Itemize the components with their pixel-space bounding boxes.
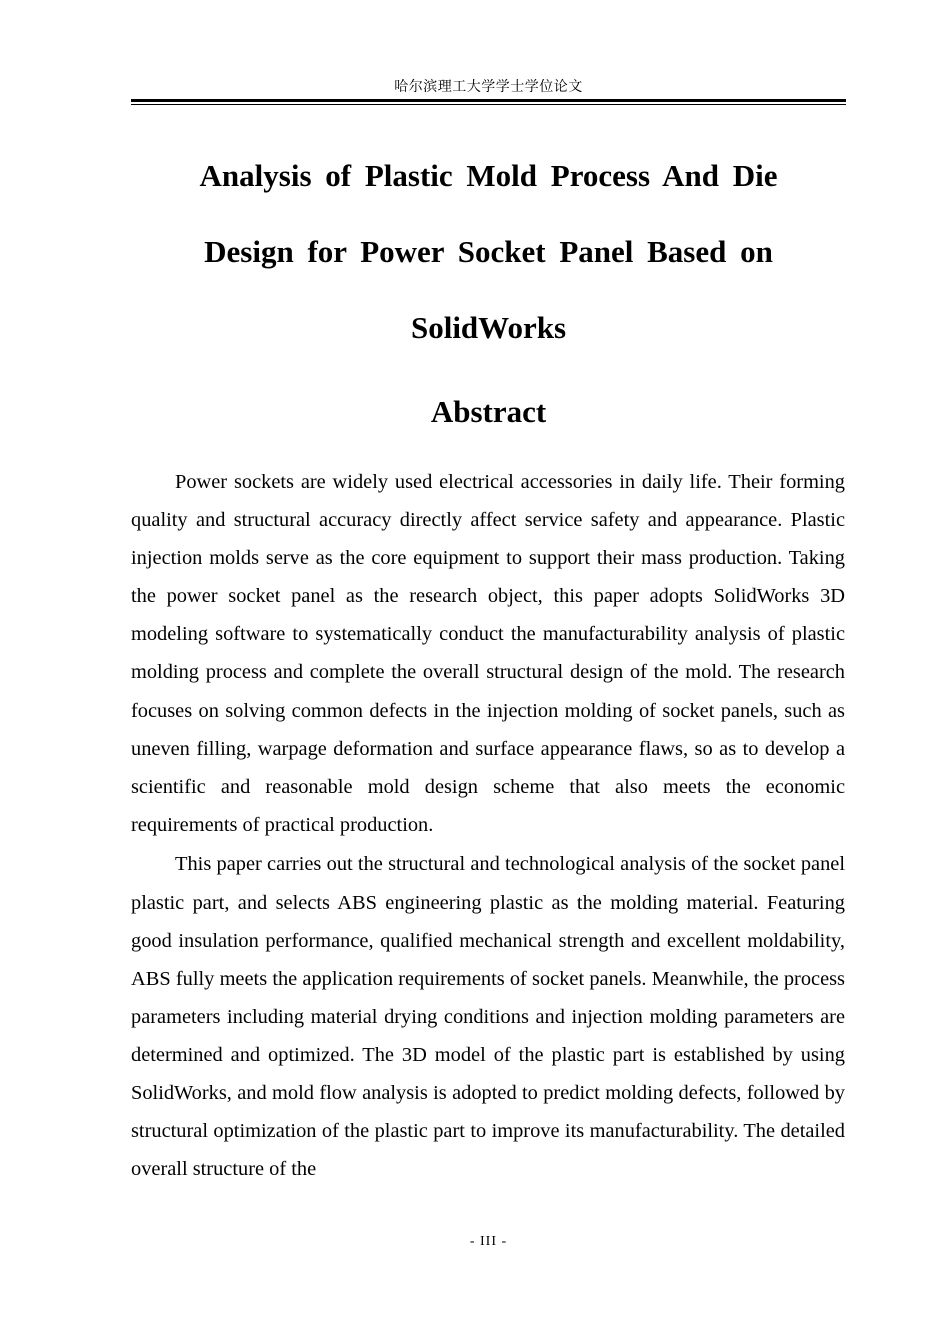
page-number: - III - [469,1234,508,1249]
abstract-paragraph-2: This paper carries out the structural and technological analysis of the socket panel plastic part, and selects ABS engineering plastic as the molding material. Featuring good insulation performance, qualified mechanical strength and excellent moldability, ABS fully meets the application requirements of socket panels. Meanwhile, the process parameters including material drying conditions and injection molding parameters are determined and optimized. The 3D model of the plastic part is established by using SolidWorks, and mold flow analysis is adopted to predict molding defects, followed by structural optimization of the plastic part to improve its manufacturability. The detailed overall structure of the [131,853,845,1181]
header-rule-thick [131,99,846,102]
paper-title: Analysis of Plastic Mold Process And Die Design for Power Socket Panel Based on SolidWorks [199,158,778,345]
header-rule-thin [131,104,846,105]
abstract-heading: Abstract [430,394,547,429]
running-header: 哈尔滨理工大学学士学位论文 [394,80,583,95]
abstract-paragraph-1: Power sockets are widely used electrical accessories in daily life. Their forming quality and structural accuracy directly affect service safety and appearance. Plastic injection molds serve as the core equipment to support their mass production. Taking the power socket panel as the research object, this paper adopts SolidWorks 3D modeling software to systematically conduct the manufacturability analysis of plastic molding process and complete the overall structural design of the mold. The research focuses on solving common defects in the injection molding of socket panels, such as uneven filling, warpage deformation and surface appearance flaws, so as to develop a scientific and reasonable mold design scheme that also meets the economic requirements of practical production. [131,471,845,836]
abstract-body [131,463,845,1190]
